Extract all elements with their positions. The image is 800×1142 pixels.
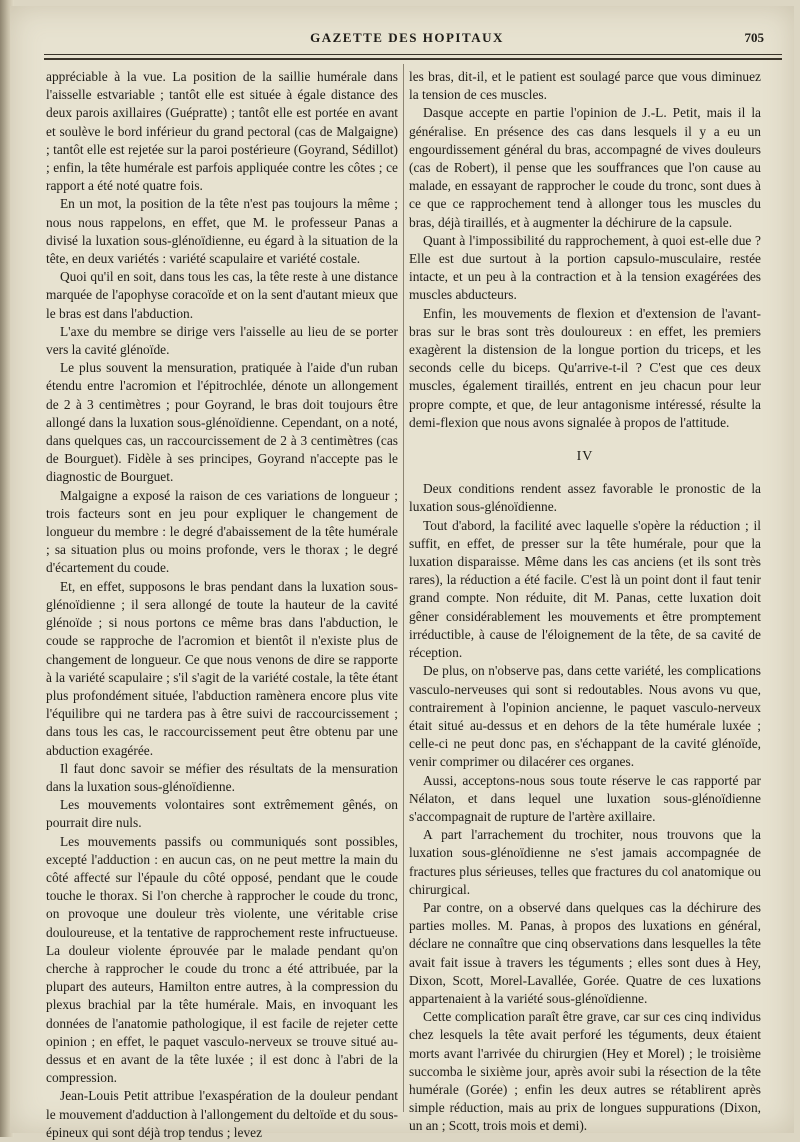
section-heading: IV xyxy=(576,449,594,465)
paragraph: Quant à l'impossibilité du rapprochement, à quoi est-elle due ? Elle est due surtout à la portion capsulo-musculaire, restée intacte, et un peu à la contraction et à la tension exagérées des muscles abducteurs. xyxy=(409,232,761,303)
right-column xyxy=(409,68,761,1136)
paragraph: Quoi qu'il en soit, dans tous les cas, la tête reste à une distance marquée de l'apophyse coracoïde et on la sent d'autant mieux que le bras est dans l'abduction. xyxy=(46,269,398,321)
paragraph: L'axe du membre se dirige vers l'aisselle au lieu de se porter vers la cavité glénoïde. xyxy=(46,323,398,358)
paragraph: Dasque accepte en partie l'opinion de J.-L. Petit, mais il la généralise. En présence des cas dans lesquels il y a eu un engourdissement général du bras, accompagné de vives douleurs (cas de Robert), il pense que les souffrances que l'on cause au malade, en essayant de rapprocher le coude du tronc, sont dues à ce que ce rapprochement tend à allonger tous les muscles du bras, déjà tiraillés, et à augmenter la déchirure de la capsule. xyxy=(409,105,761,230)
paragraph: Les mouvements volontaires sont extrêmement gênés, on pourrait dire nuls. xyxy=(46,797,398,831)
paragraph: De plus, on n'observe pas, dans cette variété, les complications vasculo-nerveuses qui sont si redoutables. Nous avons vu que, contrairement à l'opinion ancienne, le paquet vasculo-nerveux était situé au-dessus et en dehors de la tête humérale luxée ; celle-ci ne peut donc pas, en s'échappant de la cavité glénoïde, venir comprimer ou dilacérer ces organes. xyxy=(409,663,761,770)
paragraph: Et, en effet, supposons le bras pendant dans la luxation sous-glénoïdienne ; il sera allongé de toute la hauteur de la cavité glénoïde ; si nous portons ce même bras dans l'abduction, le coude se rapproche de l'acromion et bientôt il n'existe plus de changement de longueur. Ce que nous venons de dire se rapporte à la variété scapulaire ; s'il s'agit de la variété costale, la tête étant plus profondément située, l'abduction ramènera encore plus vite l'équilibre qui ne tardera pas à être suivi de raccourcissement ; dans tous les cas, le raccourcissement peut être obtenu par une abduction exagérée. xyxy=(46,578,398,758)
paragraph: les bras, dit-il, et le patient est soulagé parce que vous diminuez la tension de ces muscles. xyxy=(409,69,761,103)
paragraph: Deux conditions rendent assez favorable le pronostic de la luxation sous-glénoïdienne. xyxy=(409,481,761,515)
paragraph: Malgaigne a exposé la raison de ces variations de longueur ; trois facteurs sont en jeu pour expliquer le changement de longueur du membre : le degré d'abaissement de la tête humérale ; sa situation plus ou moins profonde, vers le thorax ; le degré d'écartement du coude. xyxy=(46,487,398,576)
paragraph: Le plus souvent la mensuration, pratiquée à l'aide d'un ruban étendu entre l'acromion et l'épitrochlée, dénote un allongement de 2 à 3 centimètres ; pour Goyrand, le bras doit toujours être allongé dans la luxation sous-glénoïdienne. Cependant, on a noté, dans quelques cas, un raccourcissement de 2 à 3 centimètres (cas de Bourguet). Fidèle à ses principes, Goyrand n'accepte pas le diagnostic de Bourguet. xyxy=(46,360,398,485)
publication-title: GAZETTE DES HOPITAUX xyxy=(310,30,504,45)
paragraph: Il faut donc savoir se méfier des résultats de la mensuration dans la luxation sous-glénoïdienne. xyxy=(46,760,398,794)
header-rule-thin xyxy=(44,54,782,55)
paragraph: Tout d'abord, la facilité avec laquelle s'opère la réduction ; il suffit, en effet, de presser sur la tête humérale, pour que la luxation disparaisse. Même dans les cas anciens (et ils sont très rares), la réduction a été facile. C'est là un point dont il faut tenir grand compte. Non réduite, dit M. Panas, cette luxation doit gêner considérablement les mouvements et être promptement irréductible, à cause de l'éloignement de la tête, de sa cavité de réception. xyxy=(409,517,761,661)
paragraph: Cette complication paraît être grave, car sur ces cinq individus chez lesquels la tête avait perforé les téguments, deux étaient morts avant l'arrivée du chirurgien (Hey et Morel) ; le troisième succomba le sixième jour, après avoir subi la résection de la tête humérale (Gorée) ; enfin les deux autres se rétablirent après simple réduction, mais au prix de longues suppurations (Dixon, un an ; Scott, trois mois et demi). xyxy=(409,1009,761,1134)
page-header xyxy=(44,30,770,52)
paragraph: Par contre, on a observé dans quelques cas la déchirure des parties molles. M. Panas, à propos des luxations en général, déclare ne connaître que cinq observations dans lesquelles la tête avait fait issue à travers les téguments ; elles sont dues à Hey, Dixon, Scott, Morel-Lavallée, Gorée. Quatre de ces luxations appartenaient à la variété sous-glénoïdienne. xyxy=(409,899,761,1006)
page-number: 705 xyxy=(744,30,764,45)
paragraph: appréciable à la vue. La position de la saillie humérale dans l'aisselle estvariable ; tantôt elle est située à égale distance des deux parois axillaires (Guépratte) ; tantôt elle est portée en avant et soulève le bord inférieur du grand pectoral (cas de Malgaigne) ; tantôt elle est rejetée sur la paroi postérieure (Goyrand, Sédillot) ; enfin, la tête humérale est parfois appliquée contre les côtes ; ce rapport a été noté quatre fois. xyxy=(46,69,398,194)
paragraph: A part l'arrachement du trochiter, nous trouvons que la luxation sous-glénoïdienne ne s'est jamais accompagnée de fractures plus sérieuses, telles que fractures du col anatomique ou chirurgical. xyxy=(409,827,761,897)
left-column xyxy=(46,68,398,1142)
paragraph: Enfin, les mouvements de flexion et d'extension de l'avant-bras sur le bras sont très douloureux : en effet, les premiers exagèrent la distension de la longue portion du triceps, et les seconds celle du biceps. Qu'arrive-t-il ? C'est que ces deux muscles, également tiraillés, entrent en jeu chacun pour leur propre compte, et que, de leur antagonisme intéressé, résulte la demi-flexion que nous avons signalée à propos de l'attitude. xyxy=(409,305,761,430)
paragraph: Les mouvements passifs ou communiqués sont possibles, excepté l'adduction : en aucun cas, on ne peut mettre la main du côté affecté sur l'épaule du côté opposé, pendant que le coude touche le thorax. Si l'on cherche à rapprocher le coude du tronc, on provoque une douleur très violente, une véritable crise douloureuse, et la tentative de rapprochement reste infructueuse. La douleur violente éprouvée par le malade pendant qu'on cherche à rapprocher le coude du tronc a été attribuée, par la plupart des auteurs, Hamilton entre autres, à la compression du plexus brachial par la tête humérale. Mais, en invoquant les données de l'anatomie pathologique, il est facile de rejeter cette opinion ; en effet, le paquet vasculo-nerveux se trouve situé au-dessus et en avant de la tête luxée ; il est donc à l'abri de la compression. xyxy=(46,833,398,1086)
paragraph: En un mot, la position de la tête n'est pas toujours la même ; nous nous rappelons, en effet, que M. le professeur Panas a divisé la luxation sous-glénoïdienne, eu égard à la situation de la tête, en deux variétés : variété scapulaire et variété costale. xyxy=(46,196,398,267)
header-rule-thick xyxy=(44,58,782,60)
column-divider xyxy=(403,64,404,1112)
paragraph: Aussi, acceptons-nous sous toute réserve le cas rapporté par Nélaton, et dans lequel une luxation sous-glénoïdienne s'accompagnait de rupture de l'artère axillaire. xyxy=(409,772,761,824)
paragraph: Jean-Louis Petit attribue l'exaspération de la douleur pendant le mouvement d'adduction à l'allongement du deltoïde et du sous-épineux qui sont déjà trop tendus ; levez xyxy=(46,1088,398,1140)
